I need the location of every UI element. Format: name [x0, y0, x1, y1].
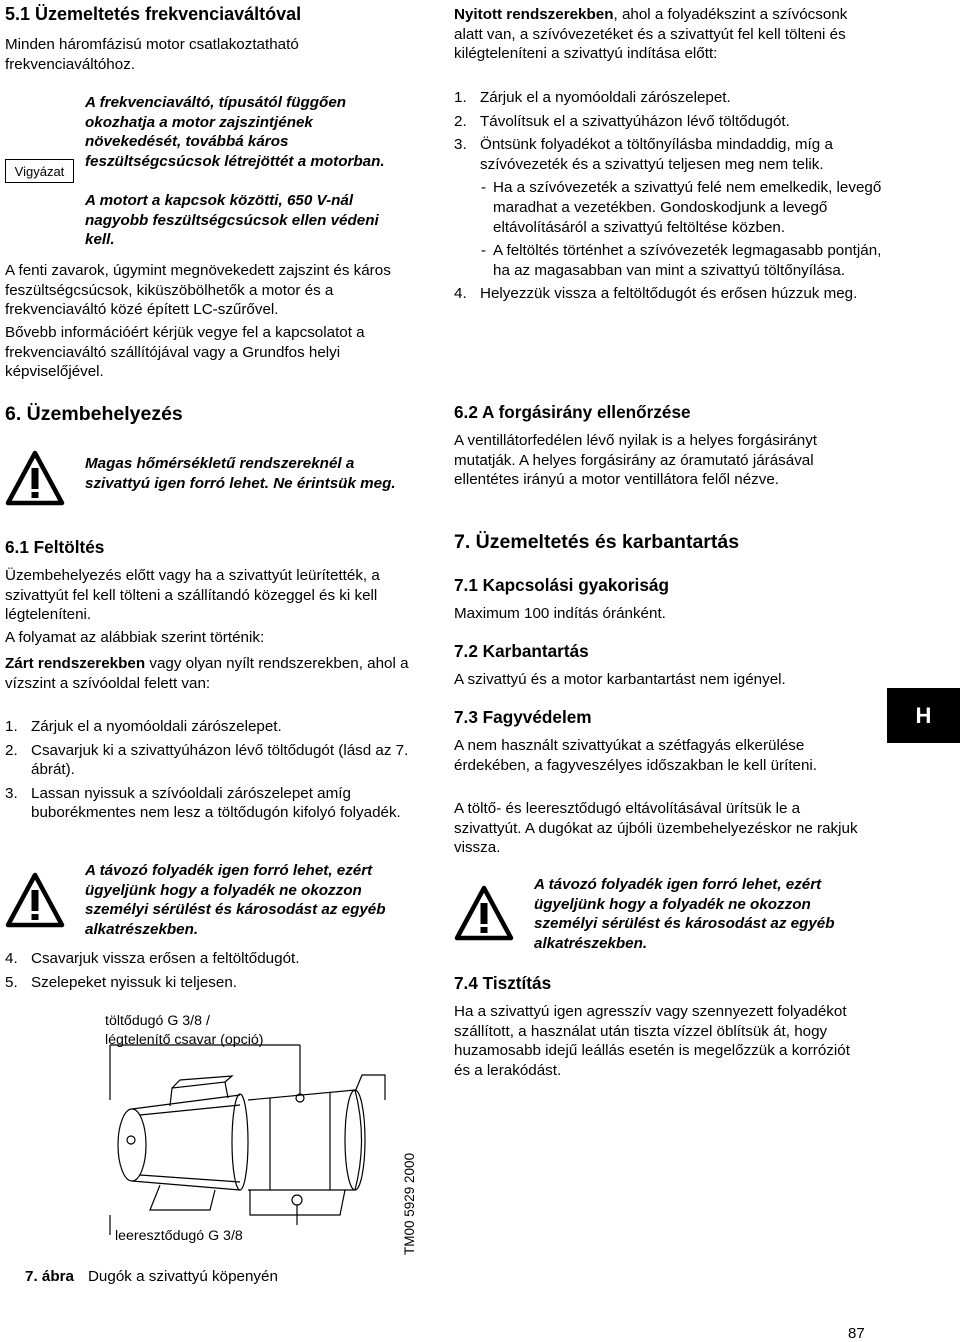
open-system-rest: , ahol a folyadékszint a szívócsonk alatt van, a szívóvezetéket és a szivattyút fel kell tölteni és kilégteleníteni a szivattyú indítása előtt:: [454, 6, 848, 63]
section-7-1-heading: 7.1 Kapcsolási gyakoriság: [454, 575, 669, 595]
closed-system-rest: vagy olyan nyílt rendszerekben, ahol a vízszint a szívóoldal felett van:: [5, 655, 409, 692]
list-item-text: Öntsünk folyadékot a töltőnyílásba mindaddig, míg a szívóvezeték és a szivattyú teljesen meg nem telik.: [480, 136, 833, 173]
list-item: [454, 241, 884, 280]
open-system-text: [454, 5, 879, 64]
hot-warning-3: [454, 885, 514, 941]
list-item-number: 2.: [5, 741, 18, 759]
figure-code-box: [390, 1140, 417, 1255]
figure-caption-number: 7. ábra: [25, 1268, 74, 1285]
list-item: [5, 784, 420, 823]
section-7-4-heading: 7.4 Tisztítás: [454, 973, 552, 993]
list-item: [454, 88, 884, 108]
closed-steps-list-2: [5, 949, 420, 996]
hot-warning-text-2: A távozó folyadék igen forró lehet, ezért ügyeljünk hogy a folyadék ne okozzon személyi sérülést és károsodást az egyéb alkatrészekben.: [85, 862, 386, 938]
list-item-number: 2.: [454, 112, 467, 130]
closed-system-text: [5, 654, 420, 693]
open-system-bold: Nyitott rendszerekben: [454, 6, 614, 23]
list-item-number: 1.: [454, 89, 467, 106]
closed-steps-list: [5, 717, 420, 827]
list-item: [5, 741, 420, 780]
list-item-text: Távolítsuk el a szivattyúházon lévő töltődugót.: [480, 112, 790, 130]
figure-caption: [25, 1267, 278, 1287]
closed-system-bold: Zárt rendszerekben: [5, 655, 146, 672]
list-item: [454, 284, 884, 304]
list-item-text: Ha a szívóvezeték a szivattyú felé nem emelkedik, levegő maradhat a vezetékben. Gondoskodjunk a levegő eltávolításáról a szivattyú feltöltése közben.: [493, 179, 882, 236]
section-6-heading: 6. Üzembehelyezés: [5, 403, 183, 425]
intro-text: Minden háromfázisú motor csatlakoztatható frekvenciaváltóhoz.: [5, 36, 299, 73]
switching-frequency-text: Maximum 100 indítás óránként.: [454, 605, 666, 622]
cleaning-text: Ha a szivattyú igen agresszív vagy szennyezett folyadékot szállított, a használat után tiszta vízzel öblítsük át, hogy huzamosabb idejű leállás esetén is megelőzzük a korróziót és a lerakódást.: [454, 1003, 850, 1079]
list-item-number: 4.: [454, 285, 467, 303]
list-item-number: 3.: [454, 136, 467, 154]
figure-caption-text: Dugók a szivattyú köpenyén: [87, 1268, 278, 1285]
list-item-text: A feltöltés történhet a szívóvezeték legmagasabb pontján, ha az magasabban van mint a szivattyú töltőnyílása.: [493, 242, 882, 279]
list-item-text: Szelepeket nyissuk ki teljesen.: [31, 973, 237, 991]
caution-text-1: A frekvenciaváltó, típusától függően okozhatja a motor zajszintjének növekedését, továbbá káros feszültségcsúcsok létrejöttét a motorban.: [85, 94, 385, 170]
list-item: [454, 178, 884, 237]
drain-plug-label: leeresztődugó G 3/8: [115, 1228, 243, 1244]
section-6-1-heading: 6.1 Feltöltés: [5, 537, 105, 557]
list-item-text: Zárjuk el a nyomóoldali zárószelepet.: [480, 89, 731, 106]
list-item-number: 3.: [5, 784, 18, 802]
section-5-1-heading: 5.1 Üzemeltetés frekvenciaváltóval: [5, 4, 302, 24]
hot-warning-text-3: A távozó folyadék igen forró lehet, ezért ügyeljünk hogy a folyadék ne okozzon személyi sérülést és károsodást az egyéb alkatrészekben.: [534, 876, 835, 952]
maintenance-text: A szivattyú és a motor karbantartást nem igényel.: [454, 671, 786, 688]
caution-text-2: A motort a kapcsok közötti, 650 V-nál nagyobb feszültségcsúcsok ellen védeni kell.: [85, 192, 379, 249]
list-item: [5, 973, 420, 993]
figure-code: TM00 5929 2000: [402, 1152, 417, 1255]
frost-text-2: A töltő- és leeresztődugó eltávolításával ürítsük le a szivattyút. A dugókat az újbóli üzembehelyezéskor ne rakjuk vissza.: [454, 800, 858, 857]
frost-text-1: A nem használt szivattyúkat a szétfagyás elkerülése érdekében, a fagyveszélyes időszakban le kell üríteni.: [454, 737, 818, 774]
warning-triangle-icon: [5, 872, 65, 928]
warning-triangle-icon: [5, 450, 65, 506]
open-steps-list: [454, 88, 884, 308]
list-item: [5, 717, 420, 737]
pump-illustration: [100, 1040, 410, 1250]
list-item-number: 4.: [5, 950, 18, 967]
list-item-text: Zárjuk el a nyomóoldali zárószelepet.: [31, 718, 282, 735]
section-7-2-heading: 7.2 Karbantartás: [454, 641, 589, 661]
list-item-text: Helyezzük vissza a feltöltődugót és erősen húzzuk meg.: [480, 285, 858, 303]
list-item: [454, 135, 884, 174]
fill-plug-label: töltődugó G 3/8 / légtelenítő csavar (opció): [105, 1013, 264, 1048]
list-item-number: 5.: [5, 973, 18, 991]
list-item-text: Lassan nyissuk a szívóoldali zárószelepet amíg buborékmentes nem lesz a töltődugón kifolyó folyadék.: [31, 784, 401, 822]
hot-warning-1: [5, 450, 65, 506]
contact-paragraph: Bővebb információért kérjük vegye fel a kapcsolatot a frekvenciaváltó szállítójával vagy a Grundfos helyi képviselőjével.: [5, 324, 365, 381]
list-item: [454, 112, 884, 132]
warning-triangle-icon: [454, 885, 514, 941]
list-item-text: Csavarjuk ki a szivattyúházon lévő töltődugót (lásd az 7. ábrát).: [31, 741, 409, 779]
list-item-text: Csavarjuk vissza erősen a feltöltődugót.: [31, 950, 300, 967]
list-item: [5, 949, 420, 969]
list-item-number: -: [481, 242, 487, 260]
fill-intro-text: Üzembehelyezés előtt vagy ha a szivattyút leürítették, a szivattyút fel kell tölteni a szállítandó közeggel és ki kell légteleníteni.: [5, 567, 380, 624]
page-number: 87: [848, 1325, 865, 1342]
language-tab: H: [887, 688, 960, 743]
hot-warning-text-1: Magas hőmérsékletű rendszereknél a szivattyú igen forró lehet. Ne érintsük meg.: [85, 455, 396, 492]
list-item-number: 1.: [5, 718, 18, 735]
section-6-2-heading: 6.2 A forgásirány ellenőrzése: [454, 402, 691, 422]
rotation-text: A ventillátorfedélen lévő nyilak is a helyes forgásirányt mutatják. A helyes forgásirány az óramutató járásával ellentétes irányú a motor ventillátora felől nézve.: [454, 432, 818, 489]
filter-paragraph: A fenti zavarok, úgymint megnövekedett zajszint és káros feszültségcsúcsok, kiküszöbölhetők a motor és a frekvenciaváltó közé épített LC-szűrővel.: [5, 262, 391, 319]
caution-label: Vigyázat: [5, 159, 74, 183]
list-item-number: -: [481, 179, 487, 197]
fill-procedure-text: A folyamat az alábbiak szerint történik:: [5, 629, 265, 646]
section-7-3-heading: 7.3 Fagyvédelem: [454, 707, 592, 727]
section-7-heading: 7. Üzemeltetés és karbantartás: [454, 531, 740, 553]
hot-warning-2: [5, 872, 65, 928]
